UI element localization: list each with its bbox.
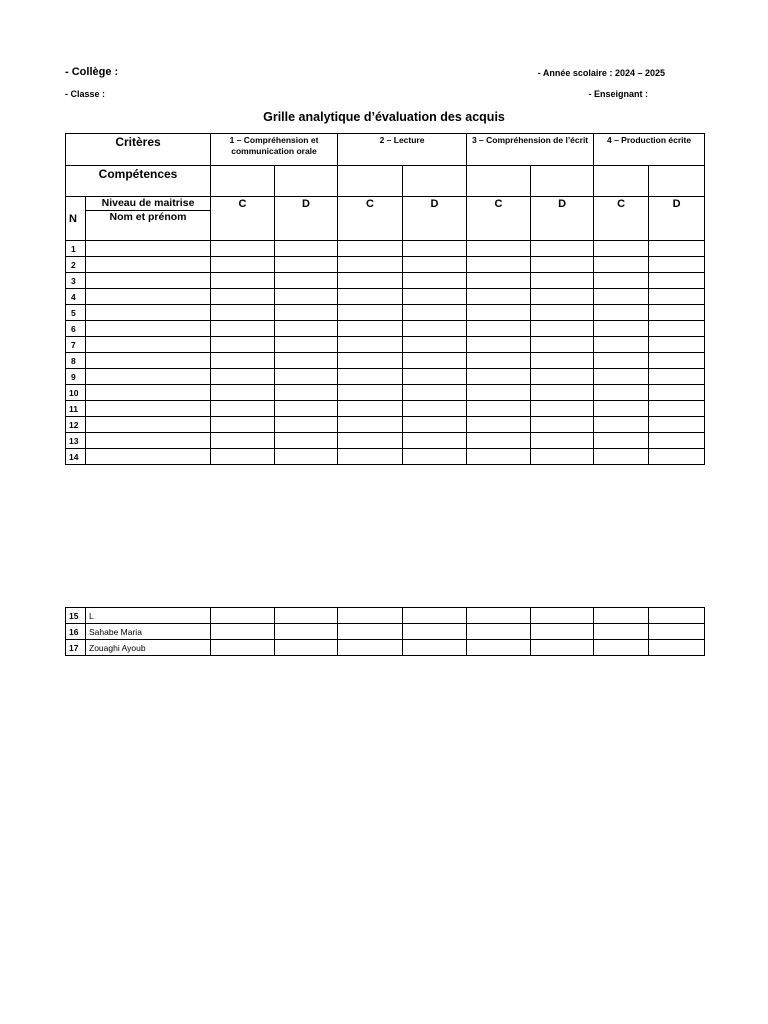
grade-cell[interactable] — [275, 369, 338, 385]
grade-cell[interactable] — [275, 257, 338, 273]
grade-cell[interactable] — [338, 337, 403, 353]
grade-cell[interactable] — [531, 369, 594, 385]
row-number: 6 — [66, 321, 86, 337]
table-row — [66, 273, 705, 289]
student-name-cell[interactable] — [86, 305, 211, 321]
grade-cell[interactable] — [403, 321, 467, 337]
grade-cell[interactable] — [649, 353, 705, 369]
grade-cell[interactable] — [467, 624, 531, 640]
grade-cell[interactable] — [275, 321, 338, 337]
table-row — [66, 337, 705, 353]
sub-header-d: D — [403, 197, 467, 241]
grade-cell[interactable] — [649, 305, 705, 321]
grade-cell[interactable] — [211, 353, 275, 369]
grade-cell[interactable] — [403, 241, 467, 257]
grade-cell[interactable] — [649, 241, 705, 257]
grade-cell[interactable] — [467, 608, 531, 624]
grade-cell[interactable] — [531, 608, 594, 624]
grade-cell[interactable] — [649, 640, 705, 656]
grade-cell[interactable] — [403, 640, 467, 656]
student-name-cell[interactable] — [86, 273, 211, 289]
row-number: 8 — [66, 353, 86, 369]
grade-cell[interactable] — [211, 417, 275, 433]
grade-cell[interactable] — [275, 273, 338, 289]
table-row — [66, 385, 705, 401]
student-name-cell[interactable] — [86, 385, 211, 401]
empty-cell — [594, 166, 649, 197]
table-row — [66, 640, 705, 656]
grade-cell[interactable] — [531, 640, 594, 656]
table-row — [66, 624, 705, 640]
grade-cell[interactable] — [275, 305, 338, 321]
name-label: Nom et prénom — [109, 211, 187, 223]
grade-cell[interactable] — [211, 433, 275, 449]
college-label: - Collège : — [65, 66, 119, 78]
row-number: 17 — [66, 640, 86, 656]
table-row — [66, 433, 705, 449]
row-number: 9 — [66, 369, 86, 385]
grade-cell[interactable] — [594, 433, 649, 449]
grade-cell[interactable] — [403, 273, 467, 289]
table-row — [66, 257, 705, 273]
grade-cell[interactable] — [211, 241, 275, 257]
grade-cell[interactable] — [211, 289, 275, 305]
empty-cell — [338, 166, 403, 197]
grade-cell[interactable] — [338, 385, 403, 401]
grade-cell[interactable] — [594, 289, 649, 305]
grade-cell[interactable] — [594, 337, 649, 353]
grade-cell[interactable] — [649, 608, 705, 624]
grade-cell[interactable] — [275, 401, 338, 417]
table-row — [66, 353, 705, 369]
grade-cell[interactable] — [594, 257, 649, 273]
grade-cell[interactable] — [467, 241, 531, 257]
grade-cell[interactable] — [211, 273, 275, 289]
grade-cell[interactable] — [338, 433, 403, 449]
row-number: 4 — [66, 289, 86, 305]
empty-cell — [467, 166, 531, 197]
grade-cell[interactable] — [649, 321, 705, 337]
grade-cell[interactable] — [531, 241, 594, 257]
table-row — [66, 401, 705, 417]
grade-cell[interactable] — [649, 433, 705, 449]
number-column-header: N — [66, 197, 86, 241]
grade-cell[interactable] — [531, 401, 594, 417]
grade-cell[interactable] — [531, 273, 594, 289]
competences-header: Compétences — [66, 166, 211, 197]
empty-cell — [275, 166, 338, 197]
grade-cell[interactable] — [594, 305, 649, 321]
sub-header-d: D — [275, 197, 338, 241]
grade-cell[interactable] — [467, 273, 531, 289]
student-name-cell[interactable]: Sahabe Maria — [86, 624, 211, 640]
row-number: 14 — [66, 449, 86, 465]
competency-1-header: 1 – Compréhension et communication orale — [211, 134, 338, 166]
evaluation-grid-continued — [65, 607, 705, 656]
grade-cell[interactable] — [211, 337, 275, 353]
grade-cell[interactable] — [467, 321, 531, 337]
grade-cell[interactable] — [211, 385, 275, 401]
grade-cell[interactable] — [338, 417, 403, 433]
grade-cell[interactable] — [467, 353, 531, 369]
grade-cell[interactable] — [338, 273, 403, 289]
grade-cell[interactable] — [594, 640, 649, 656]
teacher-label: - Enseignant : — [588, 89, 648, 99]
row-number: 13 — [66, 433, 86, 449]
grade-cell[interactable] — [403, 608, 467, 624]
grade-cell[interactable] — [403, 337, 467, 353]
grade-cell[interactable] — [531, 257, 594, 273]
grade-cell[interactable] — [531, 337, 594, 353]
table-row — [66, 241, 705, 257]
row-number: 15 — [66, 608, 86, 624]
grade-cell[interactable] — [211, 640, 275, 656]
row-number: 16 — [66, 624, 86, 640]
row-number: 11 — [66, 401, 86, 417]
grade-cell[interactable] — [338, 369, 403, 385]
grade-cell[interactable] — [649, 257, 705, 273]
row-number: 10 — [66, 385, 86, 401]
grade-cell[interactable] — [211, 449, 275, 465]
grade-cell[interactable] — [275, 624, 338, 640]
table-row — [66, 417, 705, 433]
grade-cell[interactable] — [338, 624, 403, 640]
grade-cell[interactable] — [338, 305, 403, 321]
grade-cell[interactable] — [467, 337, 531, 353]
grade-cell[interactable] — [649, 385, 705, 401]
grade-cell[interactable] — [338, 608, 403, 624]
grade-cell[interactable] — [338, 640, 403, 656]
grade-cell[interactable] — [275, 241, 338, 257]
grade-cell[interactable] — [467, 257, 531, 273]
grade-cell[interactable] — [275, 337, 338, 353]
grade-cell[interactable] — [467, 433, 531, 449]
grade-cell[interactable] — [531, 449, 594, 465]
grade-cell[interactable] — [338, 321, 403, 337]
grade-cell[interactable] — [594, 321, 649, 337]
criteria-header: Critères — [66, 134, 211, 166]
student-name-cell[interactable] — [86, 433, 211, 449]
table-row — [66, 321, 705, 337]
student-name-cell[interactable] — [86, 257, 211, 273]
grade-cell[interactable] — [403, 353, 467, 369]
grade-cell[interactable] — [649, 417, 705, 433]
empty-cell — [211, 166, 275, 197]
grade-cell[interactable] — [211, 624, 275, 640]
grade-cell[interactable] — [649, 337, 705, 353]
table-row — [66, 608, 705, 624]
grade-cell[interactable] — [275, 385, 338, 401]
sub-header-c: C — [594, 197, 649, 241]
sub-header-c: C — [211, 197, 275, 241]
grade-cell[interactable] — [467, 305, 531, 321]
competency-3-header: 3 – Compréhension de l’écrit — [467, 134, 594, 166]
row-number: 12 — [66, 417, 86, 433]
student-name-cell[interactable] — [86, 369, 211, 385]
class-label: - Classe : — [65, 89, 106, 99]
student-name-cell[interactable] — [86, 289, 211, 305]
name-level-header — [86, 197, 211, 241]
grade-cell[interactable] — [403, 417, 467, 433]
grade-cell[interactable] — [531, 385, 594, 401]
student-name-cell[interactable] — [86, 401, 211, 417]
grade-cell[interactable] — [531, 433, 594, 449]
grade-cell[interactable] — [467, 401, 531, 417]
student-name-cell[interactable] — [86, 241, 211, 257]
grade-cell[interactable] — [594, 624, 649, 640]
grade-cell[interactable] — [649, 369, 705, 385]
grade-cell[interactable] — [338, 401, 403, 417]
grade-cell[interactable] — [531, 417, 594, 433]
row-number: 1 — [66, 241, 86, 257]
student-name-cell[interactable] — [86, 417, 211, 433]
grade-cell[interactable] — [467, 640, 531, 656]
grade-cell[interactable] — [338, 241, 403, 257]
grade-cell[interactable] — [594, 369, 649, 385]
mastery-level-label: Niveau de maitrise — [86, 197, 210, 211]
grade-cell[interactable] — [403, 257, 467, 273]
grade-cell[interactable] — [594, 353, 649, 369]
grade-cell[interactable] — [649, 401, 705, 417]
grade-cell[interactable] — [275, 417, 338, 433]
row-number: 2 — [66, 257, 86, 273]
grade-cell[interactable] — [275, 433, 338, 449]
grade-cell[interactable] — [649, 449, 705, 465]
grade-cell[interactable] — [211, 608, 275, 624]
grade-cell[interactable] — [403, 369, 467, 385]
sub-header-c: C — [467, 197, 531, 241]
grade-cell[interactable] — [403, 624, 467, 640]
competency-2-header: 2 – Lecture — [338, 134, 467, 166]
grade-cell[interactable] — [275, 353, 338, 369]
grade-cell[interactable] — [275, 640, 338, 656]
grade-cell[interactable] — [649, 624, 705, 640]
row-number: 7 — [66, 337, 86, 353]
student-name-cell[interactable]: Zouaghi Ayoub — [86, 640, 211, 656]
grade-cell[interactable] — [467, 289, 531, 305]
student-name-cell[interactable] — [86, 353, 211, 369]
grade-cell[interactable] — [275, 289, 338, 305]
table-row — [66, 289, 705, 305]
grade-cell[interactable] — [403, 305, 467, 321]
page-title: Grille analytique d’évaluation des acquis — [263, 110, 505, 124]
sub-header-d: D — [531, 197, 594, 241]
grade-cell[interactable] — [403, 449, 467, 465]
grade-cell[interactable] — [211, 401, 275, 417]
grade-cell[interactable] — [649, 289, 705, 305]
sub-header-c: C — [338, 197, 403, 241]
grade-cell[interactable] — [211, 257, 275, 273]
table-row — [66, 449, 705, 465]
evaluation-grid — [65, 133, 705, 465]
school-year-label: - Année scolaire : 2024 – 2025 — [537, 68, 665, 78]
student-name-cell[interactable] — [86, 337, 211, 353]
grade-cell[interactable] — [338, 353, 403, 369]
grade-cell[interactable] — [594, 449, 649, 465]
grade-cell[interactable] — [594, 401, 649, 417]
grade-cell[interactable] — [403, 401, 467, 417]
grade-cell[interactable] — [531, 289, 594, 305]
grade-cell[interactable] — [211, 369, 275, 385]
grade-cell[interactable] — [467, 449, 531, 465]
grade-cell[interactable] — [594, 241, 649, 257]
grade-cell[interactable] — [275, 449, 338, 465]
grade-cell[interactable] — [594, 385, 649, 401]
student-name-cell[interactable] — [86, 321, 211, 337]
grade-cell[interactable] — [467, 385, 531, 401]
grade-cell[interactable] — [403, 385, 467, 401]
grade-cell[interactable] — [467, 369, 531, 385]
student-name-cell[interactable] — [86, 449, 211, 465]
empty-cell — [403, 166, 467, 197]
grade-cell[interactable] — [594, 417, 649, 433]
grade-cell[interactable] — [649, 273, 705, 289]
grade-cell[interactable] — [275, 608, 338, 624]
sub-header-d: D — [649, 197, 705, 241]
row-number: 3 — [66, 273, 86, 289]
row-number: 5 — [66, 305, 86, 321]
grade-cell[interactable] — [211, 321, 275, 337]
empty-cell — [649, 166, 705, 197]
grade-cell[interactable] — [467, 417, 531, 433]
grade-cell[interactable] — [403, 289, 467, 305]
grade-cell[interactable] — [531, 305, 594, 321]
grade-cell[interactable] — [338, 257, 403, 273]
empty-cell — [531, 166, 594, 197]
grade-cell[interactable] — [338, 289, 403, 305]
table-row — [66, 305, 705, 321]
grade-cell[interactable] — [594, 273, 649, 289]
table-row — [66, 369, 705, 385]
grade-cell[interactable] — [531, 321, 594, 337]
competency-4-header: 4 – Production écrite — [594, 134, 705, 166]
grade-cell[interactable] — [403, 433, 467, 449]
grade-cell[interactable] — [594, 608, 649, 624]
grade-cell[interactable] — [211, 305, 275, 321]
grade-cell[interactable] — [531, 624, 594, 640]
grade-cell[interactable] — [338, 449, 403, 465]
student-name-cell[interactable]: L — [86, 608, 211, 624]
grade-cell[interactable] — [531, 353, 594, 369]
